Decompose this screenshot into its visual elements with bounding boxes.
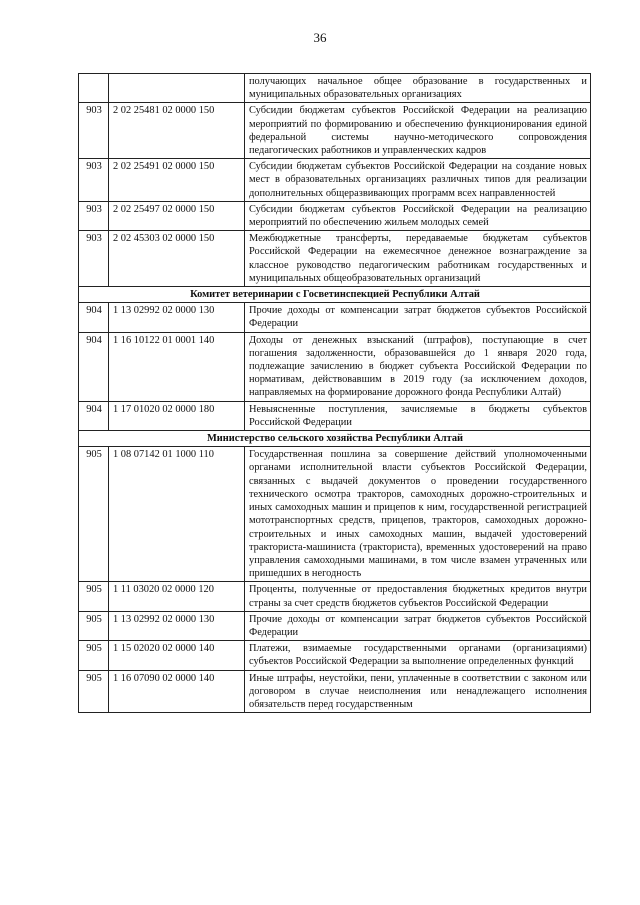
admin-code-cell: [79, 74, 109, 103]
revenue-name-cell: Прочие доходы от компенсации затрат бюджетов субъектов Российской Федерации: [245, 611, 591, 640]
budget-code-cell: 2 02 25491 02 0000 150: [109, 159, 245, 202]
budget-code-cell: 2 02 25481 02 0000 150: [109, 103, 245, 159]
table-row: [79, 303, 591, 332]
budget-code-cell: 1 15 02020 02 0000 140: [109, 641, 245, 670]
revenue-name-cell: Субсидии бюджетам субъектов Российской Федерации на создание новых мест в образовательных организациях различных типов для реализации дополнительных общеразвивающих программ всех направленностей: [245, 159, 591, 202]
table-row: [79, 231, 591, 287]
admin-code-cell: 903: [79, 201, 109, 230]
admin-code-cell: 905: [79, 670, 109, 713]
section-title: Министерство сельского хозяйства Республики Алтай: [79, 431, 591, 447]
table-row: [79, 103, 591, 159]
section-header-row: [79, 287, 591, 303]
table-row: [79, 641, 591, 670]
section-header-row: [79, 431, 591, 447]
budget-classification-table: [78, 73, 591, 713]
admin-code-cell: 905: [79, 611, 109, 640]
revenue-name-cell: Субсидии бюджетам субъектов Российской Федерации на реализацию мероприятий по формированию и обеспечению функционирования единой федеральной системы научно-методического сопровождения педагогических работников и управленческих кадров: [245, 103, 591, 159]
table-row: [79, 201, 591, 230]
budget-code-cell: 1 13 02992 02 0000 130: [109, 303, 245, 332]
budget-code-cell: 1 16 10122 01 0001 140: [109, 332, 245, 401]
table-row: [79, 74, 591, 103]
revenue-name-cell: получающих начальное общее образование в государственных и муниципальных образовательных организациях: [245, 74, 591, 103]
budget-code-cell: 1 13 02992 02 0000 130: [109, 611, 245, 640]
admin-code-cell: 905: [79, 582, 109, 611]
admin-code-cell: 904: [79, 303, 109, 332]
page-number: 36: [313, 30, 327, 45]
table-row: [79, 582, 591, 611]
revenue-name-cell: Доходы от денежных взысканий (штрафов), поступающие в счет погашения задолженности, образовавшейся до 1 января 2020 года, подлежащие зачислению в бюджет субъекта Российской Федерации по нормативам, действовавшим в 2019 году (за исключением доходов, направляемых на формирование дорожного фонда Республики Алтай): [245, 332, 591, 401]
table-row: [79, 401, 591, 430]
budget-code-cell: 2 02 45303 02 0000 150: [109, 231, 245, 287]
revenue-name-cell: Государственная пошлина за совершение действий уполномоченными органами исполнительной власти субъектов Российской Федерации, связанных с выдачей документов о проведении государственного технического осмотра тракторов, самоходных дорожно-строительных и иных самоходных машин и прицепов к ним, государственной регистрацией мототранспортных средств, прицепов, тракторов, самоходных дорожно-строительных и иных самоходных машин, выдачей удостоверений тракториста-машиниста (тракториста), временных удостоверений на право управления самоходными машинами, в том числе взамен утраченных или пришедших в негодность: [245, 447, 591, 582]
budget-code-cell: 1 16 07090 02 0000 140: [109, 670, 245, 713]
revenue-name-cell: Невыясненные поступления, зачисляемые в бюджеты субъектов Российской Федерации: [245, 401, 591, 430]
budget-code-cell: 1 11 03020 02 0000 120: [109, 582, 245, 611]
table-row: [79, 670, 591, 713]
admin-code-cell: 904: [79, 401, 109, 430]
admin-code-cell: 903: [79, 231, 109, 287]
budget-code-cell: 1 17 01020 02 0000 180: [109, 401, 245, 430]
revenue-name-cell: Субсидии бюджетам субъектов Российской Федерации на реализацию мероприятий по обеспечению жильем молодых семей: [245, 201, 591, 230]
table-row: [79, 611, 591, 640]
revenue-name-cell: Межбюджетные трансферты, передаваемые бюджетам субъектов Российской Федерации на ежемесячное денежное вознаграждение за классное руководство педагогическим работникам государственных и муниципальных общеобразовательных организаций: [245, 231, 591, 287]
revenue-name-cell: Иные штрафы, неустойки, пени, уплаченные в соответствии с законом или договором в случае неисполнения или ненадлежащего исполнения обязательств перед государственным: [245, 670, 591, 713]
admin-code-cell: 903: [79, 103, 109, 159]
admin-code-cell: 905: [79, 641, 109, 670]
admin-code-cell: 903: [79, 159, 109, 202]
section-title: Комитет ветеринарии с Госветинспекцией Республики Алтай: [79, 287, 591, 303]
revenue-name-cell: Платежи, взимаемые государственными органами (организациями) субъектов Российской Федерации за выполнение определенных функций: [245, 641, 591, 670]
budget-code-cell: 2 02 25497 02 0000 150: [109, 201, 245, 230]
admin-code-cell: 904: [79, 332, 109, 401]
table-row: [79, 447, 591, 582]
revenue-name-cell: Прочие доходы от компенсации затрат бюджетов субъектов Российской Федерации: [245, 303, 591, 332]
admin-code-cell: 905: [79, 447, 109, 582]
budget-code-cell: 1 08 07142 01 1000 110: [109, 447, 245, 582]
revenue-name-cell: Проценты, полученные от предоставления бюджетных кредитов внутри страны за счет средств бюджетов субъектов Российской Федерации: [245, 582, 591, 611]
table-body: [79, 74, 591, 713]
table-row: [79, 332, 591, 401]
budget-code-cell: [109, 74, 245, 103]
table-row: [79, 159, 591, 202]
